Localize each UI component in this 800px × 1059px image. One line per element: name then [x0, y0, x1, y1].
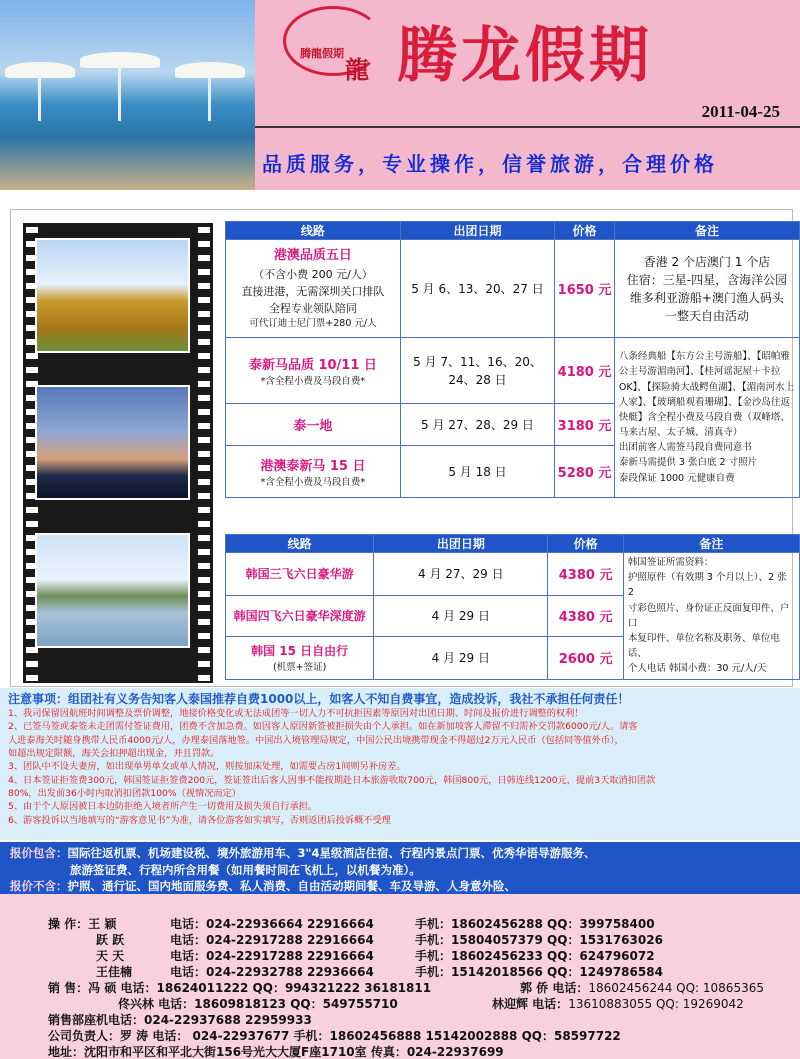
- notes-item: 5、由于个人原因被日本边防拒绝入境者所产生一切费用及损失须自行承担。: [8, 801, 318, 813]
- note-line: 泰段保证 1000 元健康自费: [618, 472, 735, 484]
- film-strip: [23, 223, 213, 683]
- contact-row: 操 作：王 颖 电话：024-22936664 22916664 手机：18602456288 QQ：399758400: [48, 917, 655, 931]
- brand-title: 腾龙假期: [397, 22, 653, 89]
- contact-row: 王佳楠 电话：024-22932788 22936664 手机：15142018566 QQ：1249786584: [96, 965, 663, 979]
- exclude-label: 报价不含：: [10, 879, 68, 894]
- notes-item: 人进泰海关时随身携带人民币4000元/人，办理泰国落地签。中国出入境管理局规定，中国公民出境携带现金不得超过2万元人民币（包括同等值外币），: [8, 734, 624, 746]
- route-name: 港澳泰新马 15 日: [260, 459, 366, 474]
- dates-cell: 24、28 日: [448, 372, 507, 387]
- col-note: 备注: [614, 222, 799, 240]
- note-line: 快艇】含全程小费及马段自费（双峰塔、: [618, 411, 790, 423]
- route-sub: （不含小费 200 元/人）: [253, 267, 373, 281]
- price-cell: 4380 元: [548, 595, 623, 636]
- notes-item: 4、日本签证拒签费300元，韩国签证拒签费200元，签证签出后客人因事不能按期赴日本旅游收取700元，韩国800元，日韩连线1200元，提前3天取消扣团款: [8, 774, 656, 786]
- notes-item: 如超出规定限额，海关会扣押超出现金，并且罚款。: [8, 748, 220, 760]
- slogan: 品质服务，专业操作，信誉旅游，合理价格: [262, 152, 718, 176]
- route-sub: (机票+签证): [272, 662, 327, 674]
- note-line: 寸彩色照片、身份证正反面复印件、户口: [627, 602, 790, 629]
- route-sub: 可代订迪士尼门票+280 元/人: [249, 317, 377, 329]
- route-name: 泰新马品质 10/11 日: [248, 358, 377, 373]
- manager-row: 公司负责人：罗 涛 电话： 024-22937677 手机：18602456888 15142002888 QQ：58597722: [48, 1029, 621, 1043]
- note-line: 住宿：三星-四星，含海洋公园: [626, 272, 788, 287]
- wave-decoration: [0, 894, 800, 914]
- city-night-photo: [35, 385, 190, 500]
- col-route: 线路: [226, 535, 374, 553]
- note-line: 护照原件（有效期 3 个月以上）、2 张 2: [627, 572, 787, 599]
- sales-row-2b: 林迎辉 电话：13610883055 QQ: 19269042: [492, 997, 744, 1011]
- col-dates: 出团日期: [374, 535, 548, 553]
- divider: [255, 126, 800, 128]
- sales-row-1b: 郭 侨 电话：18602456244 QQ: 10865365: [520, 981, 764, 995]
- dates-cell: 4 月 27、29 日: [374, 553, 548, 596]
- note-line: 出团前客人需签马段自费同意书: [618, 442, 752, 454]
- note-line: 香港 2 个店澳门 1 个店: [643, 254, 771, 269]
- col-route: 线路: [226, 222, 401, 240]
- include-label: 报价包含：: [10, 846, 68, 860]
- dept-phone: 销售部座机电话：024-22937688 22959933: [48, 1013, 312, 1027]
- note-line: 泰新马需提供 3 张白底 2 寸照片: [618, 457, 758, 469]
- col-price: 价格: [548, 535, 623, 553]
- route-sub: *含全程小费及马段自费*: [260, 376, 366, 387]
- notes-title: 注意事项：组团社有义务告知客人泰国推荐自费1000以上，如客人不知自费事宜，造成投诉，我社不承担任何责任！: [8, 692, 630, 706]
- note-line: 马来古屋、太子城、清真寺）: [618, 427, 743, 439]
- include-text: 国际往返机票、机场建设税、境外旅游用车、3"4星级酒店住宿、行程内景点门票、优秀华语导游服务、: [67, 846, 596, 860]
- route-name: 泰一地: [226, 404, 401, 446]
- notes-item: 3、团队中不设夫妻房，如出现单男单女或单人情况，则按加床处理，如需要占房1间则另补房差。: [8, 761, 406, 773]
- notes-item: 80%，出发前36小时内取消扣团款100%（视情况而定）: [8, 788, 241, 800]
- route-name: 韩国四飞六日豪华深度游: [226, 595, 374, 636]
- lake-village-photo: [35, 533, 190, 648]
- table-row: [226, 240, 800, 338]
- col-dates: 出团日期: [400, 222, 554, 240]
- fees-section: [0, 842, 800, 894]
- col-note: 备注: [623, 535, 799, 553]
- note-line: 一整天自由活动: [664, 308, 749, 323]
- route-name: 韩国三飞六日豪华游: [226, 553, 374, 596]
- logo-char: 龍: [345, 56, 369, 84]
- dates-cell: 5 月 7、11、16、20、: [413, 354, 542, 369]
- route-table-2: [225, 534, 800, 680]
- route-sub: *含全程小费及马段自费*: [260, 477, 366, 488]
- price-cell: 1650 元: [555, 240, 615, 338]
- logo-text: 腾龍假期: [300, 47, 344, 60]
- price-cell: 4180 元: [555, 338, 615, 404]
- exclude-text: 护照、通行证、国内地面服务费、私人消费、自由活动期间餐、车及导游、人身意外险、: [67, 879, 516, 894]
- dates-cell: 5 月 27、28、29 日: [400, 404, 554, 446]
- sales-row-1: 销 售：冯 硕 电话：18624011222 QQ：994321222 36181811: [48, 981, 432, 995]
- price-cell: 3180 元: [555, 404, 615, 446]
- table-row: [226, 338, 800, 404]
- route-name: 韩国 15 日自由行: [251, 644, 349, 659]
- notes-item: 1、我司保留因航班时间调整及票价调整，地接价格变化或无法成团等一切人力不可抗拒因素等原因对出团日期、时间及报价进行调整的权利！: [8, 708, 584, 719]
- dates-cell: 5 月 6、13、20、27 日: [400, 240, 554, 338]
- address-row: 地址：沈阳市和平区和平北大街156号光大大厦F座1710室 传真：024-22937699: [48, 1045, 504, 1059]
- issue-date: 2011-04-25: [701, 102, 780, 121]
- header: [0, 0, 800, 190]
- notes-item: 2、已签马签或泰签未走团需付签证费用，团费不含加急费。如因客人原因新签被拒损失由个人承担。如在新加坡客人滞留不归需补交罚款6000元/人。请客: [8, 721, 638, 733]
- price-cell: 2600 元: [548, 636, 623, 679]
- table-row: [226, 553, 800, 596]
- notes-item: 6、游客投诉以当地填写的“游客意见书”为准，请各位游客如实填写，否则返团后投诉概不受理: [8, 814, 391, 826]
- note-line: 公主号游湄南河】、【桂河谣泥屋＋卡拉: [618, 366, 781, 378]
- note-line: 人家】、【玻璃船观看珊瑚】、【金沙岛往返: [618, 396, 790, 408]
- note-line: 个人电话 韩国小费：30 元/人/天: [627, 663, 767, 675]
- price-cell: 5280 元: [555, 446, 615, 498]
- notes-section: [0, 688, 800, 840]
- route-table-1: [225, 221, 800, 498]
- beach-photo: [0, 0, 255, 190]
- note-line: 维多利亚游船+澳门渔人码头: [629, 290, 784, 305]
- temple-photo: [35, 238, 190, 353]
- contact-row: 天 天 电话：024-22917288 22916664 手机：18602456233 QQ：624796072: [96, 949, 655, 963]
- include-text-2: 旅游签证费、行程内所含用餐（如用餐时间在飞机上，以机餐为准）。: [70, 862, 421, 877]
- contact-row: 跃 跃 电话：024-22917288 22916664 手机：15804057379 QQ：1531763026: [96, 933, 663, 947]
- note-cell: [614, 240, 799, 338]
- note-line: 韩国签证所需资料：: [627, 557, 714, 568]
- note-line: 八条经典船【东方公主号游船】、【昭帕雅: [618, 351, 790, 363]
- dates-cell: 4 月 29 日: [374, 636, 548, 679]
- note-line: OK】、【探险骑大战鳄鱼湖】、【湄南河水上: [618, 381, 795, 393]
- sales-row-2: 佟兴林 电话：18609818123 QQ：549755710: [118, 997, 398, 1011]
- dates-cell: 4 月 29 日: [374, 595, 548, 636]
- col-price: 价格: [555, 222, 615, 240]
- korea-note-cell: [623, 553, 799, 680]
- route-name: 港澳品质五日: [273, 247, 352, 263]
- price-cell: 4380 元: [548, 553, 623, 596]
- route-sub: 直接进港，无需深圳关口排队: [241, 284, 385, 298]
- tm-note-cell: [614, 338, 799, 498]
- dates-cell: 5 月 18 日: [400, 446, 554, 498]
- note-line: 本复印件、单位名称及职务、单位电话、: [627, 632, 780, 660]
- route-sub: 全程专业领队陪同: [268, 301, 357, 315]
